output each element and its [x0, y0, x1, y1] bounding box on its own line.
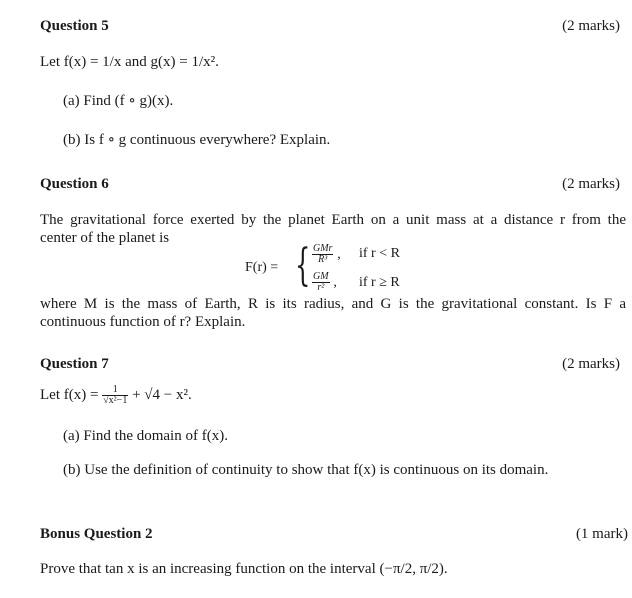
case-2-numerator: GM: [313, 271, 329, 282]
case-2-comma: ,: [333, 274, 337, 290]
question-6-marks: (2 marks): [562, 176, 620, 192]
bonus-question-2-interval: (−π/2, π/2).: [379, 561, 448, 577]
question-5-marks: (2 marks): [562, 18, 620, 34]
question-7-part-b: (b) Use the definition of continuity to show that f(x) is continuous on its domain.: [63, 462, 549, 478]
question-5-part-a: (a) Find (f ∘ g)(x).: [63, 93, 174, 109]
question-5-intro: Let f(x) = 1/x and g(x) = 1/x².: [40, 54, 219, 70]
question-7-marks: (2 marks): [562, 356, 620, 372]
question-6-intro-line-1: The gravitational force exerted by the planet Earth on a unit mass at a distance r from the: [40, 212, 626, 228]
question-7-intro-prefix: Let f(x) =: [40, 386, 99, 403]
question-7-intro: [40, 385, 192, 406]
question-7-intro-suffix: + √4 − x².: [132, 386, 192, 403]
equation-case-1: [312, 244, 341, 265]
case-1-condition: if r < R: [359, 246, 400, 261]
question-7-part-a: (a) Find the domain of f(x).: [63, 428, 228, 444]
question-6-followup-line-2: continuous function of r? Explain.: [40, 314, 246, 330]
question-7-fraction-numerator: 1: [102, 385, 128, 396]
question-6-title: Question 6: [40, 176, 109, 192]
question-5-part-b: (b) Is f ∘ g continuous everywhere? Explain.: [63, 132, 331, 148]
case-2-condition: if r ≥ R: [359, 275, 400, 290]
left-brace-icon: {: [295, 240, 311, 291]
question-7-fraction-denominator: √x²−1: [103, 395, 128, 406]
bonus-question-2-text: [40, 561, 448, 578]
case-2-denominator: r²: [317, 282, 325, 293]
case-2-fraction: [312, 272, 330, 293]
question-6-followup-line-1: where M is the mass of Earth, R is its radius, and G is the gravitational constant. Is F a: [40, 296, 626, 312]
question-6-intro: [40, 211, 626, 247]
bonus-question-2-text-prefix: Prove that tan x is an increasing function on the interval: [40, 561, 376, 577]
case-1-comma: ,: [337, 246, 341, 262]
question-6-intro-line-2: center of the planet is: [40, 230, 170, 246]
bonus-question-2-marks: (1 mark): [575, 526, 628, 542]
question-6-followup: [40, 295, 626, 331]
question-5-title: Question 5: [40, 18, 109, 34]
case-1-fraction: [312, 244, 333, 265]
equation-case-2: [312, 272, 337, 293]
case-1-denominator: R³: [318, 254, 328, 265]
case-1-numerator: GMr: [313, 243, 333, 254]
question-7-title: Question 7: [40, 356, 109, 372]
question-7-fraction: [102, 385, 128, 406]
equation-lhs: F(r) =: [245, 260, 279, 275]
bonus-question-2-title: Bonus Question 2: [40, 526, 153, 542]
